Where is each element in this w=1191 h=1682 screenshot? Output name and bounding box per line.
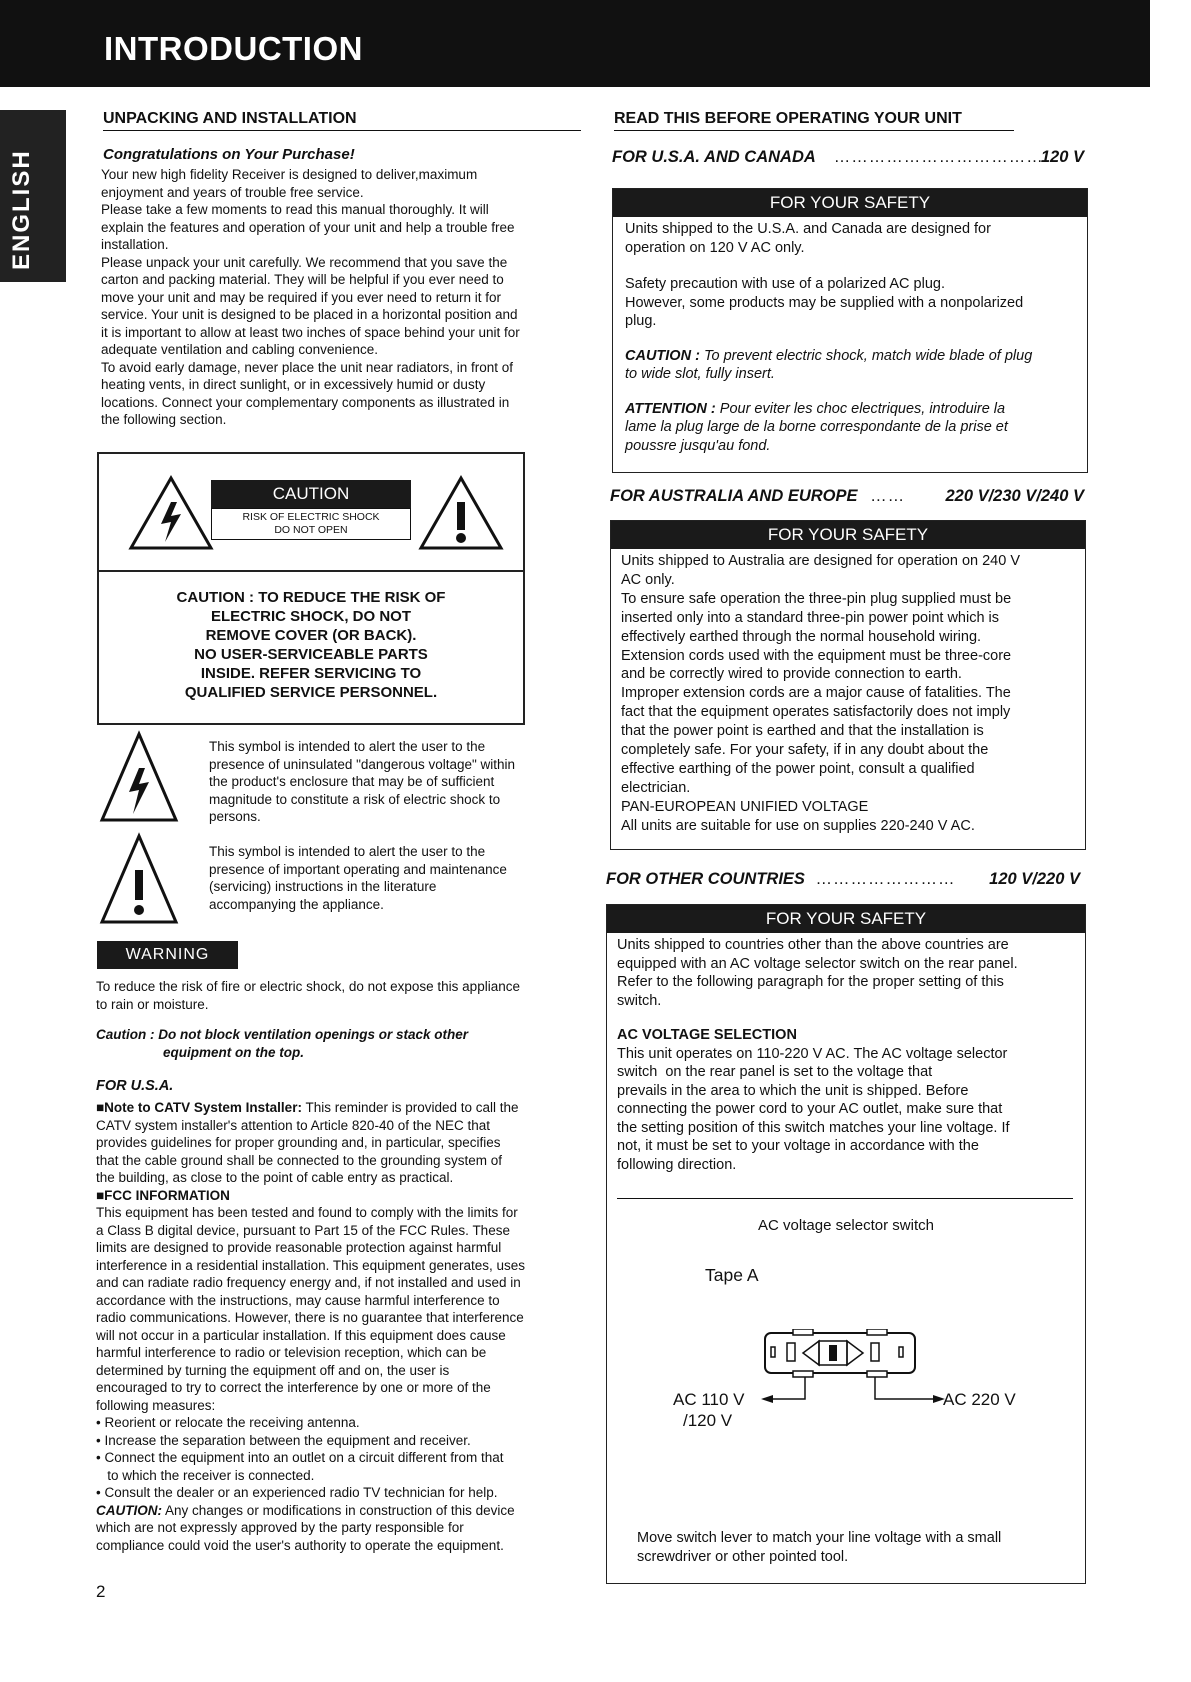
text-line: (servicing) instructions in the literature [209,879,437,894]
page-number: 2 [96,1582,106,1601]
catv-note [96,1099,586,1554]
attention-label: ATTENTION : [625,400,716,417]
final-caution-label: CAUTION: [96,1502,162,1518]
text-line: locations. Connect your complementary components as illustrated in [101,394,510,410]
text-line: the building, as close to the point of cable entry as practical. [96,1170,454,1185]
bullet-line: to which the receiver is connected. [96,1467,315,1483]
caution-text-box [97,570,525,725]
text-line: This symbol is intended to alert the user to the [209,844,486,859]
text-line: Extension cords used with the equipment must be three-core [621,647,1012,664]
text-line: carton and packing material. They will be helpful if you ever need to [101,272,504,287]
final-caution-first: Any changes or modifications in construction of this device [162,1502,515,1518]
right-voltage-label: AC 220 V [943,1390,1016,1409]
text-line: harmful interference to radio or television reception, which can be [96,1345,487,1360]
text-line: switch on the rear panel is set to the voltage that [617,1064,933,1080]
other-countries-text [607,933,1085,1174]
text-line: presence of uninsulated "dangerous voltage" within [209,756,516,772]
bullet-line: • Reorient or relocate the receiving antenna. [96,1415,360,1430]
ac-voltage-heading: AC VOLTAGE SELECTION [617,1027,797,1043]
text-line: adequate ventilation and cabling convenience. [101,342,378,357]
text-line: presence of important operating and maintenance [209,861,507,877]
text-line: Move switch lever to match your line voltage with a small [637,1530,1002,1546]
text-line: to wide slot, fully insert. [625,366,775,382]
text-line: Please take a few moments to read this manual thoroughly. It will [101,202,489,217]
usa-canada-label: FOR U.S.A. AND CANADA [612,148,816,166]
lightning-warning-icon [127,474,215,552]
symbol2-description [209,843,569,913]
caution-label: CAUTION [211,480,411,508]
us-caution-label: CAUTION : [625,347,700,364]
usa-canada-voltage: 120 V [1040,148,1084,166]
text-line: which are not expressly approved by the party responsible for [96,1520,464,1535]
congrats-heading: Congratulations on Your Purchase! [103,146,355,163]
left-voltage-label-2: /120 V [683,1411,733,1430]
australia-europe-label: FOR AUSTRALIA AND EUROPE [610,487,858,505]
dot-leader: ……………………………… [833,148,1044,166]
caution-line: NO USER-SERVICEABLE PARTS [194,646,428,663]
text-line: enjoyment and years of trouble free service. [101,184,364,200]
text-line: accordance with the instructions, may cause harmful interference to [96,1292,500,1308]
read-before-heading: READ THIS BEFORE OPERATING YOUR UNIT [614,110,962,127]
caution-line: QUALIFIED SERVICE PERSONNEL. [184,684,438,701]
dot-leader: …………………… [815,870,956,888]
text-line: lame la plug large de la borne correspondante de la prise et [625,419,1008,435]
text-line: explain the features and operation of your unit and help a trouble free [101,219,515,235]
catv-first-line: This reminder is provided to call the [301,1100,519,1115]
text-line: it is important to allow at least two inches of space behind your unit for [101,324,520,340]
risk-text: RISK OF ELECTRIC SHOCK [242,511,380,523]
text-line [625,400,1077,419]
text-line: screwdriver or other pointed tool. [637,1548,849,1565]
diagram-divider [617,1198,1073,1199]
text-line: All units are suitable for use on supplies 220-240 V AC. [621,817,975,834]
us-caution-first: To prevent electric shock, match wide blade of plug [699,347,1033,364]
text-line: that the power point is earthed and that the installation is [621,723,984,740]
text-line: that the cable ground shall be connected to the grounding system of [96,1152,503,1168]
text-line [96,1099,586,1117]
text-line: completely safe. For your safety, if in any doubt about the [621,742,989,759]
bullet-line: • Connect the equipment into an outlet on a circuit different from that [96,1450,504,1465]
text-line: encouraged to try to correct the interference by one or more of the [96,1380,491,1395]
caution-line: ELECTRIC SHOCK, DO NOT [210,608,411,625]
text-line: This unit operates on 110-220 V AC. The AC voltage selector [617,1045,1008,1062]
caution-symbol-box [97,452,525,572]
exclamation-symbol-icon [98,832,180,926]
bullet-line: • Increase the separation between the equipment and receiver. [96,1432,471,1448]
australia-safety-box [610,520,1086,850]
unpacking-heading: UNPACKING AND INSTALLATION [103,110,581,131]
usa-safety-box [612,188,1088,473]
text-line: effective earthing of the power point, consult a qualified [621,760,975,777]
text-line: radio communications. However, there is no guarantee that interference [96,1310,524,1325]
usa-heading: FOR U.S.A. [96,1078,174,1094]
text-line: will not occur in a particular installation. If this equipment does cause [96,1327,506,1343]
caution-line: CAUTION : TO REDUCE THE RISK OF [176,589,446,606]
text-line: following direction. [617,1156,737,1173]
text-line: heating vents, in direct sunlight, or in excessively humid or dusty [101,377,486,392]
text-line: the product's enclosure that may be of sufficient [209,774,495,789]
text-line: determined by turning the equipment off and on, the user is [96,1362,450,1378]
catv-label: ■Note to CATV System Installer: [96,1100,302,1115]
tape-label: Tape A [705,1265,759,1285]
text-line: AC only. [621,571,675,588]
left-voltage-label: AC 110 V [673,1390,745,1409]
diagram-title: AC voltage selector switch [758,1217,934,1234]
caution-text [99,572,523,702]
text-line: prevails in the area to which the unit is shipped. Before [617,1082,969,1099]
text-line: PAN-EUROPEAN UNIFIED VOLTAGE [621,798,869,815]
text-line: accompanying the appliance. [209,896,384,912]
text-line: installation. [101,237,169,252]
text-line: Units shipped to the U.S.A. and Canada are designed for [625,221,991,237]
voltage-selector-switch-diagram [757,1329,957,1409]
text-line: limits are designed to provide reasonable protection against harmful [96,1240,502,1255]
text-line: to rain or moisture. [96,996,209,1012]
text-line: Safety precaution with use of a polarized AC plug. [625,276,945,292]
text-line: Please unpack your unit carefully. We recommend that you save the [101,254,508,270]
text-line: operation on 120 V AC only. [625,239,805,256]
ventilation-caution-line2: equipment on the top. [163,1045,304,1060]
text-line: However, some products may be supplied with a nonpolarized [625,294,1024,311]
text-line: a Class B digital device, pursuant to Part 15 of the FCC Rules. These [96,1222,510,1238]
attention-first: Pour eviter les choc electriques, introduire la [715,400,1006,417]
text-line: switch. [617,992,662,1009]
text-line [96,1502,586,1520]
text-line: move your unit and may be required if you ever need to return it for [101,289,501,305]
caution-line: REMOVE COVER (OR BACK). [205,627,417,644]
text-line: inserted only into a standard three-pin power point which is [621,609,1000,626]
text-line: interference in a residential installation. This equipment generates, uses [96,1257,526,1273]
do-not-open-text: DO NOT OPEN [274,524,348,536]
safety-label: FOR YOUR SAFETY [607,905,1085,933]
bullet-line: • Consult the dealer or an experienced radio TV technician for help. [96,1485,498,1500]
page-title: INTRODUCTION [104,30,363,67]
ventilation-caution-line1: Caution : Do not block ventilation openings or stack other [96,1027,469,1042]
text-line: This symbol is intended to alert the user to the [209,739,486,754]
text-line: persons. [209,809,261,824]
dot-leader: …… [870,487,906,505]
other-countries-label: FOR OTHER COUNTRIES [606,870,805,888]
fcc-heading: ■FCC INFORMATION [96,1187,230,1203]
caution-line: INSIDE. REFER SERVICING TO [200,665,422,682]
caution-sublabel [211,508,411,540]
lightning-symbol-icon [98,730,180,824]
text-line: Refer to the following paragraph for the proper setting of this [617,974,1004,990]
other-countries-safety-box [606,904,1086,1584]
text-line: Units shipped to countries other than the above countries are [617,937,1009,953]
australia-safety-text [611,549,1085,836]
text-line: following measures: [96,1397,216,1413]
text-line: fact that the equipment operates satisfactorily does not imply [621,704,1011,721]
text-line: magnitude to constitute a risk of electric shock to [209,791,501,807]
text-line: compliance could void the user's authority to operate the equipment. [96,1537,504,1553]
text-line [625,347,1077,366]
other-countries-voltage: 120 V/220 V [989,870,1080,888]
text-line: Your new high fidelity Receiver is designed to deliver,maximum [101,167,478,182]
text-line: effectively earthed through the normal household wiring. [621,628,982,645]
intro-paragraph [101,166,586,429]
exclamation-warning-icon [417,474,505,552]
text-line: connecting the power cord to your AC outlet, make sure that [617,1101,1003,1117]
usa-canada-voltage-line [612,148,1084,167]
text-line: This equipment has been tested and found to comply with the limits for [96,1205,518,1220]
text-line: CATV system installer's attention to Article 820-40 of the NEC that [96,1117,491,1133]
australia-europe-voltage: 220 V/230 V/240 V [945,487,1084,505]
usa-safety-text [613,217,1087,455]
text-line: To avoid early damage, never place the unit near radiators, in front of [101,359,513,375]
text-line: plug. [625,313,657,329]
text-line: To ensure safe operation the three-pin plug supplied must be [621,590,1012,607]
safety-label: FOR YOUR SAFETY [611,521,1085,549]
other-countries-voltage-line [606,870,1080,889]
text-line: electrician. [621,779,691,796]
move-switch-text [637,1529,1001,1566]
text-line: and can radiate radio frequency energy and, if not installed and used in [96,1275,521,1290]
warning-label: WARNING [97,941,238,969]
text-line: To reduce the risk of fire or electric shock, do not expose this appliance [96,979,520,994]
safety-label: FOR YOUR SAFETY [613,189,1087,217]
symbol1-description [209,738,569,826]
text-line: and be correctly wired to provide connection to earth. [621,666,962,683]
language-tab-label: ENGLISH [8,149,35,270]
text-line: service. Your unit is designed to be placed in a horizontal position and [101,307,518,322]
text-line: equipped with an AC voltage selector switch on the rear panel. [617,955,1018,972]
text-line: the setting position of this switch matches your line voltage. If [617,1119,1010,1136]
text-line: not, it must be set to your voltage in accordance with the [617,1138,979,1154]
text-line: the following section. [101,412,227,427]
text-line: Units shipped to Australia are designed for operation on 240 V [621,553,1021,569]
text-line: poussre jusqu'au fond. [625,437,771,454]
text-line: provides guidelines for proper grounding and, in particular, specifies [96,1135,501,1150]
heading-rule [614,130,1014,131]
warning-text [96,978,586,1013]
text-line: Improper extension cords are a major cause of fatalities. The [621,685,1011,702]
australia-europe-voltage-line [610,487,1084,506]
